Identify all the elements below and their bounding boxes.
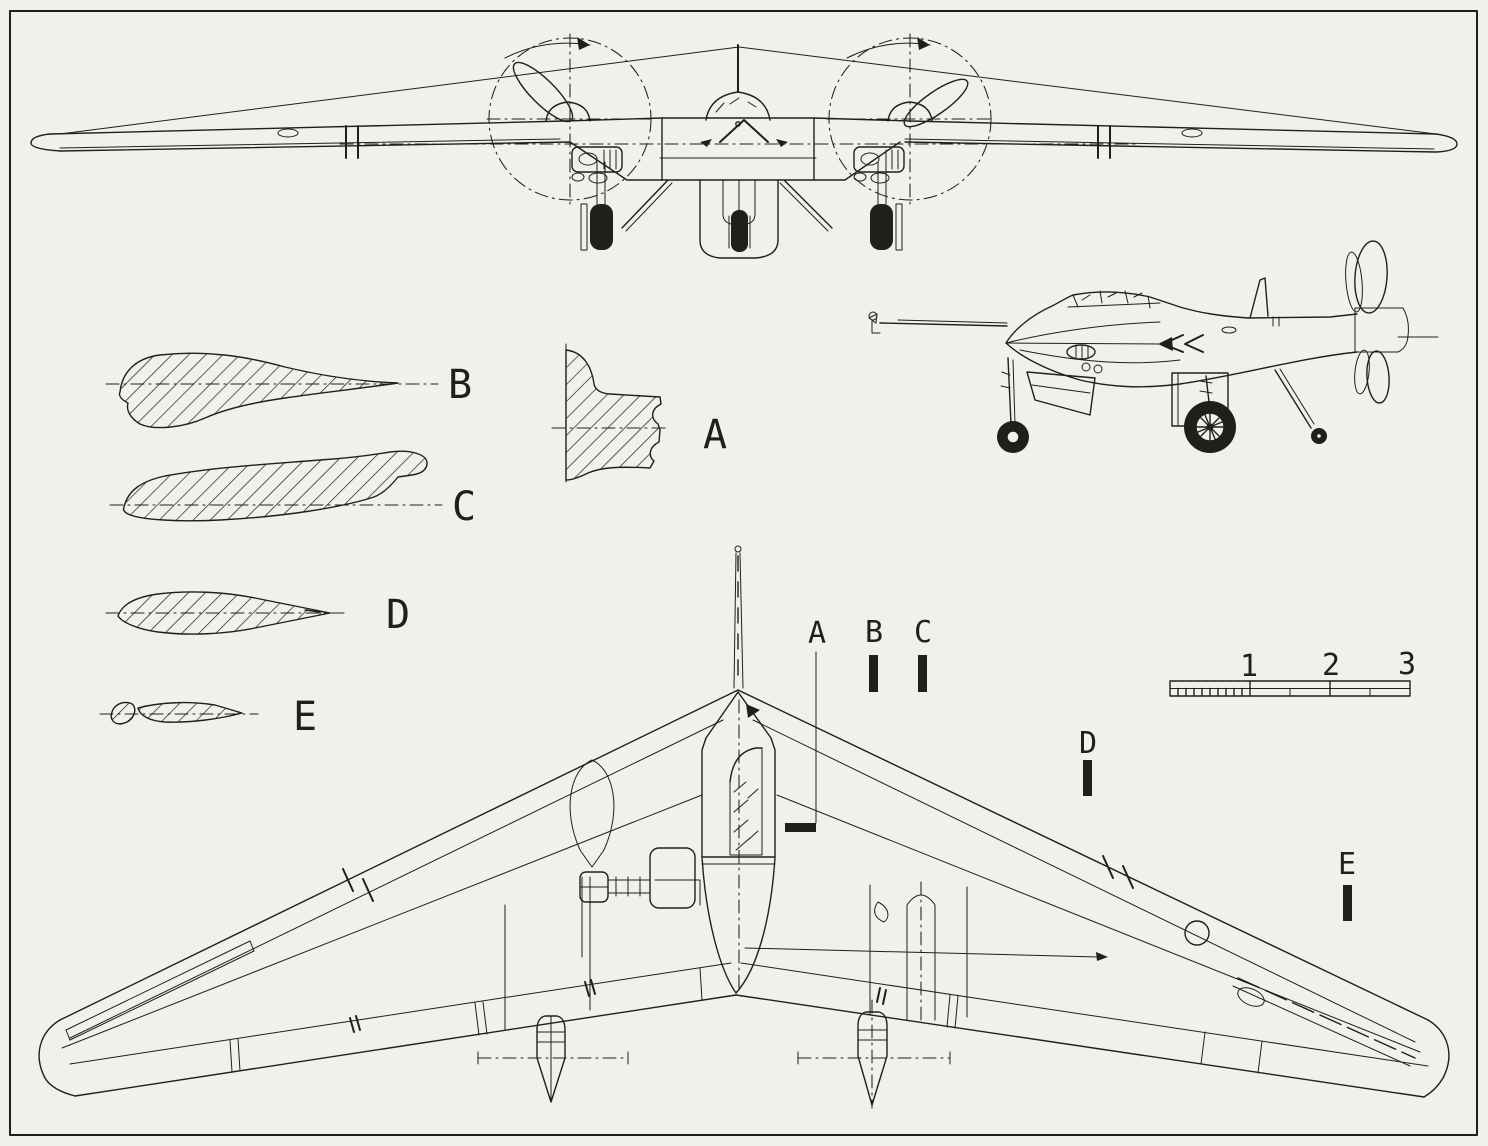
plan-view <box>39 546 1449 1108</box>
plan-view-labels <box>808 615 1356 882</box>
section-labels <box>293 362 727 740</box>
detail-section-a <box>566 350 661 480</box>
section-cut-b <box>869 655 878 692</box>
front-view <box>31 34 1457 258</box>
nose-wheel <box>731 210 748 252</box>
airfoil-section-b <box>119 353 398 427</box>
section-cut-e <box>1343 885 1352 921</box>
airfoil-section-e <box>138 703 242 723</box>
scale-bar-subdivisions <box>1178 689 1242 697</box>
plan-marker-a: A <box>807 616 827 651</box>
section-label-c: C <box>451 484 477 530</box>
section-cut-c <box>918 655 927 692</box>
section-label-e: E <box>292 694 318 740</box>
chevron-marking <box>1185 335 1203 352</box>
scale-number-1: 1 <box>1239 649 1259 684</box>
plan-marker-c: C <box>913 615 933 650</box>
plan-marker-d: D <box>1078 726 1098 761</box>
airfoil-section-c <box>124 451 428 521</box>
section-cut-d <box>1083 760 1092 796</box>
plan-marker-e: E <box>1337 847 1357 882</box>
scale-number-2: 2 <box>1321 648 1341 683</box>
scale-bar <box>1170 647 1416 696</box>
section-label-a: A <box>702 412 728 458</box>
section-label-d: D <box>385 592 411 638</box>
plan-marker-b: B <box>864 615 884 650</box>
main-wheel-right <box>870 204 893 250</box>
leader-arrow <box>1096 952 1108 961</box>
airfoil-section-e-slat <box>111 702 135 723</box>
scale-number-3: 3 <box>1397 647 1417 682</box>
side-view <box>869 240 1438 453</box>
airfoil-sections <box>100 344 668 724</box>
chevron-marking <box>1163 335 1183 352</box>
section-label-b: B <box>447 362 473 408</box>
main-wheel-left <box>590 204 613 250</box>
section-cut-a <box>785 823 816 832</box>
airfoil-section-d <box>118 592 330 634</box>
